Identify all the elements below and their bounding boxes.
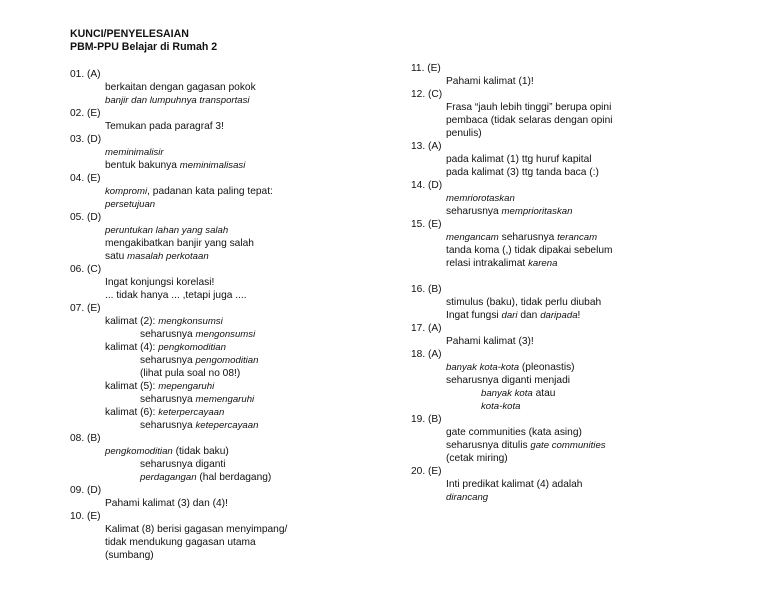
line-text: tidak mendukung gagasan utama <box>105 537 256 548</box>
italic-term: perdagangan <box>140 472 197 483</box>
italic-term: terancam <box>557 232 598 243</box>
answer-number <box>70 432 400 445</box>
answer-line <box>70 146 400 159</box>
answer-line <box>70 380 400 393</box>
line-text: seharusnya <box>498 232 558 243</box>
answer-line <box>411 101 741 114</box>
answer-line <box>70 406 400 419</box>
answer-line <box>411 244 741 257</box>
answer-line <box>411 75 741 88</box>
answer-line <box>411 114 741 127</box>
italic-term: meminimalisasi <box>179 160 246 171</box>
answer-line <box>411 374 741 387</box>
line-text: penulis) <box>446 128 482 139</box>
answer-line <box>70 198 400 211</box>
italic-term: mengonsumsi <box>195 329 256 340</box>
line-text: ! <box>577 310 581 321</box>
line-text: seharusnya diganti <box>140 459 226 470</box>
italic-term: banyak kota-kota <box>446 362 520 373</box>
italic-term: kota-kota <box>481 401 521 412</box>
line-text: (tidak baku) <box>172 446 229 457</box>
line-text: 06. (C) <box>70 264 102 275</box>
line-text: pada kalimat (1) ttg huruf kapital <box>446 154 592 165</box>
italic-term: gate communities <box>530 440 606 451</box>
answer-number <box>411 348 741 361</box>
line-text: (lihat pula soal no 08!) <box>140 368 241 379</box>
italic-term: dari <box>501 310 518 321</box>
answer-column-right <box>411 62 741 504</box>
line-text: 04. (E) <box>70 173 101 184</box>
italic-term: memengaruhi <box>195 394 255 405</box>
answer-line <box>411 439 741 452</box>
answer-line <box>411 205 741 218</box>
italic-term: memprioritaskan <box>501 206 573 217</box>
answer-line <box>411 257 741 270</box>
answer-number <box>70 172 400 185</box>
answer-number <box>70 263 400 276</box>
answer-line <box>411 231 741 244</box>
line-text: Pahami kalimat (3) dan (4)! <box>105 498 228 509</box>
italic-term: pengomoditian <box>195 355 259 366</box>
line-text: 07. (E) <box>70 303 101 314</box>
answer-line <box>70 341 400 354</box>
line-text: 16. (B) <box>411 284 442 295</box>
line-text: Pahami kalimat (3)! <box>446 336 534 347</box>
line-text: , padanan kata paling tepat: <box>147 186 273 197</box>
answer-number <box>70 484 400 497</box>
line-text: seharusnya <box>140 420 196 431</box>
answer-line <box>411 478 741 491</box>
line-text: ... tidak hanya ... ,tetapi juga .... <box>105 290 247 301</box>
answer-line <box>70 367 400 380</box>
line-text: kalimat (2): <box>105 316 159 327</box>
line-text: bentuk bakunya <box>105 160 180 171</box>
italic-term: peruntukan lahan yang salah <box>105 225 229 236</box>
line-text: 10. (E) <box>70 511 101 522</box>
answer-line <box>70 237 400 250</box>
line-text: Temukan pada paragraf 3! <box>105 121 224 132</box>
line-text: 14. (D) <box>411 180 443 191</box>
answer-line <box>70 549 400 562</box>
line-text: (hal berdagang) <box>196 472 272 483</box>
italic-term: keterpercayaan <box>158 407 225 418</box>
line-text: Ingat fungsi <box>446 310 502 321</box>
italic-term: banyak kota <box>481 388 533 399</box>
line-text: 03. (D) <box>70 134 102 145</box>
line-text: 13. (A) <box>411 141 442 152</box>
line-text: gate communities (kata asing) <box>446 427 582 438</box>
line-text: 01. (A) <box>70 69 101 80</box>
line-text: 02. (E) <box>70 108 101 119</box>
line-text: seharusnya <box>140 394 196 405</box>
line-text: 12. (C) <box>411 89 443 100</box>
answer-line <box>411 452 741 465</box>
answer-line <box>411 491 741 504</box>
answer-line <box>70 81 400 94</box>
italic-term: mengancam <box>446 232 499 243</box>
answer-number <box>411 413 741 426</box>
italic-term: pengkomoditian <box>105 446 173 457</box>
line-text: seharusnya ditulis <box>446 440 531 451</box>
italic-term: pengkomoditian <box>158 342 226 353</box>
italic-term: meminimalisir <box>105 147 164 158</box>
line-text: Kalimat (8) berisi gagasan menyimpang/ <box>105 524 288 535</box>
answer-number <box>70 133 400 146</box>
answer-line <box>411 400 741 413</box>
line-text: pada kalimat (3) ttg tanda baca (:) <box>446 167 599 178</box>
answer-line <box>411 426 741 439</box>
italic-term: kompromi <box>105 186 148 197</box>
answer-line <box>411 296 741 309</box>
answer-line <box>70 315 400 328</box>
answer-number <box>411 465 741 478</box>
line-text: Inti predikat kalimat (4) adalah <box>446 479 583 490</box>
line-text: Pahami kalimat (1)! <box>446 76 534 87</box>
answer-line <box>70 536 400 549</box>
line-text: relasi intrakalimat <box>446 258 529 269</box>
answer-line <box>70 497 400 510</box>
answer-line <box>411 361 741 374</box>
answer-line <box>70 250 400 263</box>
line-text: 08. (B) <box>70 433 101 444</box>
answer-number <box>411 179 741 192</box>
line-text: seharusnya <box>140 329 196 340</box>
answer-line <box>70 419 400 432</box>
document-subtitle: PBM-PPU Belajar di Rumah 2 <box>70 41 218 53</box>
line-text: Frasa “jauh lebih tinggi” berupa opini <box>446 102 612 113</box>
line-text: 20. (E) <box>411 466 442 477</box>
answer-number <box>411 283 741 296</box>
line-text: 09. (D) <box>70 485 102 496</box>
line-text: 05. (D) <box>70 212 102 223</box>
line-text: seharusnya diganti menjadi <box>446 375 571 386</box>
answer-column-left <box>70 68 400 562</box>
answer-line <box>70 224 400 237</box>
line-text: pembaca (tidak selaras dengan opini <box>446 115 613 126</box>
answer-number <box>411 62 741 75</box>
answer-line <box>411 192 741 205</box>
line-text: (sumbang) <box>105 550 154 561</box>
document-title: KUNCI/PENYELESAIAN <box>70 28 189 40</box>
answer-line <box>411 309 741 322</box>
answer-number <box>70 211 400 224</box>
line-text: tanda koma (,) tidak dipakai sebelum <box>446 245 613 256</box>
answer-line <box>411 166 741 179</box>
answer-line <box>70 94 400 107</box>
line-text: stimulus (baku), tidak perlu diubah <box>446 297 602 308</box>
answer-line <box>411 335 741 348</box>
italic-term: banjir dan lumpuhnya transportasi <box>105 95 250 106</box>
answer-line <box>70 523 400 536</box>
line-text: (cetak miring) <box>446 453 508 464</box>
italic-term: persetujuan <box>105 199 156 210</box>
italic-term: karena <box>528 258 558 269</box>
answer-line <box>70 159 400 172</box>
line-text: 15. (E) <box>411 219 442 230</box>
line-text: 18. (A) <box>411 349 442 360</box>
answer-number <box>411 322 741 335</box>
answer-line <box>70 120 400 133</box>
italic-term: mepengaruhi <box>158 381 215 392</box>
line-text: kalimat (4): <box>105 342 159 353</box>
answer-line <box>70 458 400 471</box>
answer-number <box>70 68 400 81</box>
line-text: Ingat konjungsi korelasi! <box>105 277 215 288</box>
answer-number <box>411 140 741 153</box>
answer-line <box>70 471 400 484</box>
answer-line <box>411 127 741 140</box>
answer-line <box>411 153 741 166</box>
line-text: seharusnya <box>140 355 196 366</box>
answer-line <box>70 354 400 367</box>
line-text: 11. (E) <box>411 63 441 74</box>
answer-number <box>411 218 741 231</box>
line-spacer <box>411 270 741 283</box>
line-text: dan <box>517 310 541 321</box>
answer-number <box>70 302 400 315</box>
italic-term: mengkonsumsi <box>158 316 223 327</box>
italic-term: ketepercayaan <box>195 420 259 431</box>
italic-term: memriorotaskan <box>446 193 515 204</box>
answer-number <box>411 88 741 101</box>
italic-term: daripada <box>540 310 578 321</box>
answer-line <box>411 387 741 400</box>
line-text: 19. (B) <box>411 414 442 425</box>
line-text: kalimat (5): <box>105 381 159 392</box>
answer-line <box>70 393 400 406</box>
line-text: satu <box>105 251 128 262</box>
line-text: berkaitan dengan gagasan pokok <box>105 82 256 93</box>
line-text: kalimat (6): <box>105 407 159 418</box>
answer-line <box>70 185 400 198</box>
answer-line <box>70 445 400 458</box>
answer-line <box>70 289 400 302</box>
line-text: (pleonastis) <box>519 362 575 373</box>
answer-number <box>70 107 400 120</box>
answer-line <box>70 276 400 289</box>
answer-number <box>70 510 400 523</box>
italic-term: dirancang <box>446 492 489 503</box>
line-text: 17. (A) <box>411 323 442 334</box>
line-text: mengakibatkan banjir yang salah <box>105 238 254 249</box>
line-text: seharusnya <box>446 206 502 217</box>
line-text: atau <box>532 388 556 399</box>
italic-term: masalah perkotaan <box>127 251 209 262</box>
answer-line <box>70 328 400 341</box>
